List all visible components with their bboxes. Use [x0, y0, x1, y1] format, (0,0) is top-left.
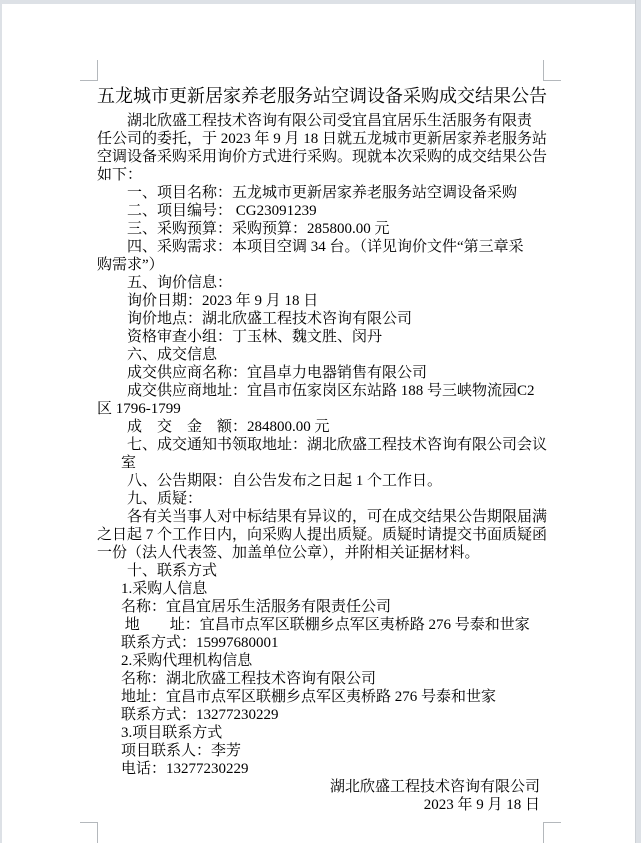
doc-line: 地 址：宜昌市点军区联棚乡点军区夷桥路 276 号泰和世家 — [121, 617, 530, 633]
doc-line: 一份（法人代表签、加盖单位公章），并附相关证据材料。 — [97, 545, 480, 561]
doc-line: 之日起 7 个工作日内，向采购人提出质疑。质疑时请提交书面质疑函 — [97, 527, 548, 543]
signature-date: 2023 年 9 月 18 日 — [423, 797, 540, 813]
doc-line: 资格审查小组：丁玉林、魏文胜、闵丹 — [127, 329, 383, 345]
doc-line: 四、采购需求：本项目空调 34 台。（详见询价文件“第三章采 — [127, 239, 524, 255]
crop-mark-top-left — [80, 60, 98, 81]
doc-line: 2.采购代理机构信息 — [121, 653, 253, 669]
doc-line: 十、联系方式 — [127, 563, 218, 579]
doc-line: 成交供应商名称：宜昌卓力电器销售有限公司 — [127, 365, 428, 381]
doc-line: 电话：13277230229 — [121, 761, 249, 777]
crop-mark-top-right — [543, 60, 561, 81]
doc-line: 成交供应商地址：宜昌市伍家岗区东站路 188 号三峡物流园C2 — [127, 383, 535, 399]
doc-line: 联系方式：13277230229 — [121, 707, 279, 723]
doc-line: 湖北欣盛工程技术咨询有限公司受宜昌宜居乐生活服务有限责 — [127, 113, 533, 129]
doc-line: 八、公告期限：自公告发布之日起 1 个工作日。 — [127, 473, 443, 489]
doc-line: 室 — [121, 455, 137, 471]
doc-line: 二、项目编号： CG23091239 — [127, 203, 317, 219]
doc-line: 任公司的委托，于 2023 年 9 月 18 日就五龙城市更新居家养老服务站 — [97, 131, 548, 147]
doc-line: 1.采购人信息 — [121, 581, 208, 597]
doc-line: 区 1796-1799 — [97, 401, 181, 417]
doc-line: 如下： — [97, 167, 143, 183]
document-title: 五龙城市更新居家养老服务站空调设备采购成交结果公告 — [97, 86, 547, 106]
doc-line: 空调设备采购采用询价方式进行采购。现就本次采购的成交结果公告 — [97, 149, 548, 165]
doc-line: 联系方式：15997680001 — [121, 635, 279, 651]
page-surround-top — [0, 0, 641, 4]
doc-line: 地址：宜昌市点军区联棚乡点军区夷桥路 276 号泰和世家 — [121, 689, 497, 705]
doc-line: 询价日期：2023 年 9 月 18 日 — [127, 293, 319, 309]
doc-line: 三、采购预算：采购预算：285800.00 元 — [127, 221, 390, 237]
doc-line: 六、成交信息 — [127, 347, 218, 363]
crop-mark-bottom-right — [543, 822, 561, 843]
doc-line: 一、项目名称：五龙城市更新居家养老服务站空调设备采购 — [127, 185, 518, 201]
doc-line: 名称：宜昌宜居乐生活服务有限责任公司 — [121, 599, 392, 615]
signature-agency: 湖北欣盛工程技术咨询有限公司 — [329, 779, 540, 795]
page-surround-left — [0, 0, 2, 843]
doc-line: 七、成交通知书领取地址：湖北欣盛工程技术咨询有限公司会议 — [127, 437, 548, 453]
page-surround-right — [635, 0, 641, 843]
doc-line: 项目联系人：李芳 — [121, 743, 242, 759]
document-page[interactable] — [97, 84, 548, 814]
doc-line: 五、询价信息： — [127, 275, 233, 291]
doc-line: 3.项目联系方式 — [121, 725, 223, 741]
doc-line: 各有关当事人对中标结果有异议的，可在成交结果公告期限届满 — [127, 509, 548, 525]
doc-line: 九、质疑： — [127, 491, 203, 507]
doc-line: 名称：湖北欣盛工程技术咨询有限公司 — [121, 671, 377, 687]
doc-line: 成 交 金 额：284800.00 元 — [127, 419, 330, 435]
doc-line: 询价地点：湖北欣盛工程技术咨询有限公司 — [127, 311, 413, 327]
crop-mark-bottom-left — [80, 822, 98, 843]
doc-line: 购需求”） — [97, 257, 164, 273]
